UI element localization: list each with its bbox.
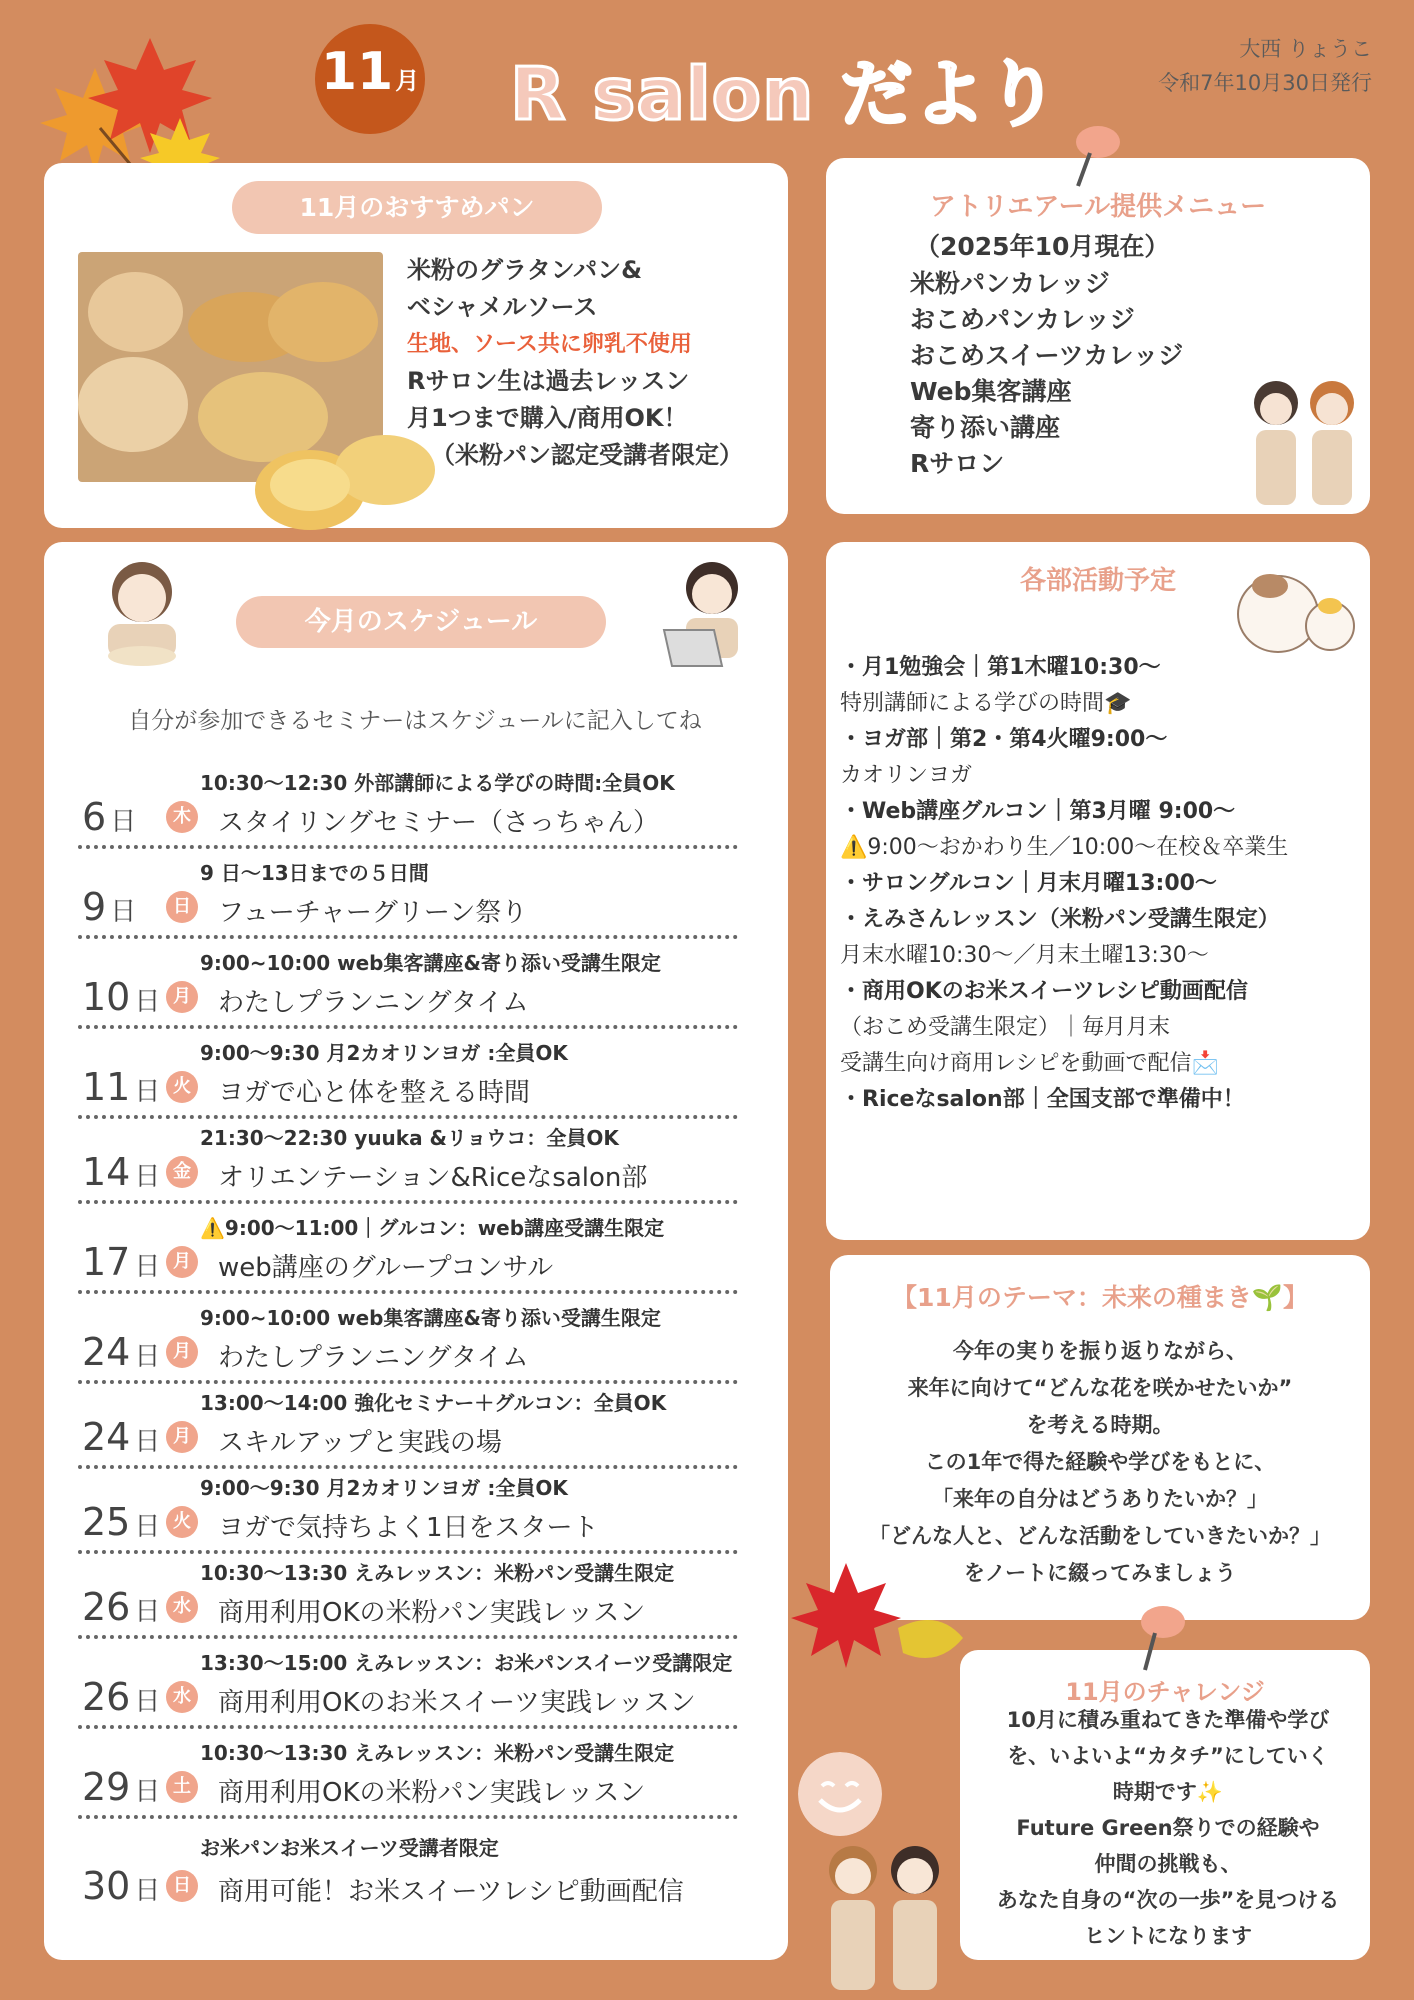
- challenge-line: 10月に積み重ねてきた準備や学び: [1006, 1708, 1330, 1732]
- menu-subheading: （2025年10月現在）: [915, 232, 1170, 261]
- recommend-line: ベシャメルソース: [407, 293, 598, 321]
- schedule-day: 14 日: [82, 1150, 161, 1194]
- schedule-time: 13:00～14:00 強化セミナー＋グルコン：全員OK: [200, 1391, 667, 1415]
- schedule-row: [78, 1555, 738, 1639]
- schedule-time: 10:30～12:30 外部講師による学びの時間:全員OK: [200, 771, 675, 795]
- schedule-time: 9:00～9:30 月2カオリンヨガ :全員OK: [200, 1476, 568, 1500]
- author-block: [1158, 32, 1372, 100]
- newsletter-title: R salon だより: [510, 52, 1060, 136]
- rice-mascot-illustration: [1230, 562, 1360, 662]
- schedule-event: わたしプランニングタイム: [218, 1343, 529, 1373]
- theme-line: を考える時期。: [1026, 1413, 1174, 1437]
- activity-line: カオリンヨガ: [840, 763, 973, 788]
- schedule-weekday-badge: 月: [166, 981, 198, 1013]
- recommend-heading: 11月のおすすめパン: [232, 181, 602, 234]
- schedule-day: 17 日: [82, 1240, 161, 1284]
- schedule-day: 26 日: [82, 1675, 161, 1719]
- schedule-weekday-badge: 水: [166, 1591, 198, 1623]
- schedule-time: 21:30～22:30 yuuka &リョウコ：全員OK: [200, 1126, 619, 1150]
- schedule-weekday-badge: 土: [166, 1771, 198, 1803]
- schedule-weekday-badge: 金: [166, 1156, 198, 1188]
- month-number: 11: [320, 42, 394, 102]
- menu-item: 寄り添い講座: [910, 413, 1061, 442]
- schedule-event: web講座のグループコンサル: [218, 1253, 554, 1283]
- schedule-day: 24 日: [82, 1330, 161, 1374]
- schedule-time: 9:00~10:00 web集客講座&寄り添い受講生限定: [200, 951, 661, 975]
- schedule-row: [78, 1210, 738, 1294]
- challenge-line: あなた自身の“次の一歩”を見つける: [996, 1888, 1340, 1912]
- theme-line: 今年の実りを振り返りながら、: [953, 1339, 1247, 1363]
- schedule-event: 商用可能！お米スイーツレシピ動画配信: [218, 1877, 684, 1907]
- schedule-weekday-badge: 木: [166, 801, 198, 833]
- schedule-weekday-badge: 日: [166, 1870, 198, 1902]
- schedule-weekday-badge: 日: [166, 891, 198, 923]
- two-women-illustration: [1240, 375, 1370, 515]
- schedule-time: 9 日～13日までの５日間: [200, 861, 429, 885]
- challenge-line: ヒントになります: [1084, 1924, 1252, 1948]
- schedule-day: 24 日: [82, 1415, 161, 1459]
- activity-line: ・商用OKのお米スイーツレシピ動画配信: [840, 979, 1248, 1004]
- theme-line: 来年に向けて“どんな花を咲かせたいか”: [907, 1376, 1293, 1400]
- schedule-weekday-badge: 水: [166, 1681, 198, 1713]
- schedule-row: [78, 1735, 738, 1819]
- activity-line: ・えみさんレッスン（米粉パン受講生限定）: [840, 907, 1280, 932]
- schedule-row: [78, 1120, 738, 1204]
- schedule-day: 9 日: [82, 885, 137, 929]
- recommend-line: 米粉のグラタンパン&: [407, 256, 643, 284]
- schedule-row: [78, 765, 738, 849]
- activities-list: [840, 650, 1380, 1118]
- pushpin-icon: [1125, 1598, 1195, 1678]
- schedule-row: [78, 1830, 738, 1914]
- activity-line: ⚠️9:00～おかわり生／10:00～在校＆卒業生: [840, 835, 1289, 860]
- activities-heading: 各部活動予定: [1019, 566, 1176, 596]
- schedule-event: ヨガで心と体を整える時間: [218, 1078, 531, 1108]
- challenge-line: Future Green祭りでの経験や: [1016, 1816, 1320, 1840]
- schedule-note: 自分が参加できるセミナーはスケジュールに記入してね: [128, 708, 702, 734]
- menu-item: Web集客講座: [910, 377, 1072, 406]
- schedule-row: [78, 1300, 738, 1384]
- smiley-icon: [798, 1752, 882, 1836]
- theme-body: [830, 1333, 1370, 1592]
- schedule-day: 29 日: [82, 1765, 161, 1809]
- pushpin-icon: [1060, 118, 1130, 193]
- schedule-row: [78, 1385, 738, 1469]
- schedule-day: 26 日: [82, 1585, 161, 1629]
- recommend-highlight: 生地、ソース共に卵乳不使用: [407, 332, 692, 357]
- theme-line: この1年で得た経験や学びをもとに、: [924, 1450, 1276, 1474]
- activity-line: ・サロングルコン｜月末月曜13:00～: [840, 871, 1217, 896]
- menu-list: [910, 266, 1183, 482]
- menu-heading: アトリエアール提供メニュー: [929, 192, 1267, 222]
- challenge-body: [968, 1702, 1368, 1954]
- schedule-event: 商用利用OKのお米スイーツ実践レッスン: [218, 1688, 696, 1718]
- issue-date: 令和7年10月30日発行: [1158, 71, 1372, 95]
- schedule-time: ⚠️9:00～11:00｜グルコン：web講座受講生限定: [200, 1216, 665, 1240]
- schedule-day: 11 日: [82, 1065, 161, 1109]
- challenge-heading: 11月のチャレンジ: [1065, 1678, 1265, 1706]
- schedule-weekday-badge: 火: [166, 1506, 198, 1538]
- schedule-time: 10:30～13:30 えみレッスン：米粉パン受講生限定: [200, 1561, 675, 1585]
- schedule-day: 30 日: [82, 1864, 161, 1908]
- schedule-weekday-badge: 月: [166, 1336, 198, 1368]
- month-unit: 月: [395, 67, 420, 95]
- schedule-weekday-badge: 月: [166, 1421, 198, 1453]
- schedule-event: ヨガで気持ちよく1日をスタート: [218, 1513, 599, 1543]
- schedule-day: 25 日: [82, 1500, 161, 1544]
- recommend-text: [407, 252, 743, 474]
- woman-laptop-illustration: [660, 556, 760, 674]
- schedule-event: 商用利用OKの米粉パン実践レッスン: [218, 1598, 646, 1628]
- schedule-time: お米パンお米スイーツ受講者限定: [200, 1836, 499, 1860]
- schedule-heading: 今月のスケジュール: [236, 596, 606, 648]
- menu-item: 米粉パンカレッジ: [910, 269, 1110, 298]
- schedule-time: 13:30～15:00 えみレッスン：お米パンスイーツ受講限定: [200, 1651, 733, 1675]
- activity-line: ・Riceなsalon部｜全国支部で準備中！: [840, 1087, 1245, 1112]
- schedule-row: [78, 945, 738, 1029]
- schedule-time: 10:30～13:30 えみレッスン：米粉パン受講生限定: [200, 1741, 675, 1765]
- author-name: 大西 りょうこ: [1239, 37, 1372, 61]
- schedule-weekday-badge: 月: [166, 1246, 198, 1278]
- schedule-day: 10 日: [82, 975, 161, 1019]
- schedule-event: スキルアップと実践の場: [218, 1428, 502, 1458]
- challenge-line: を、いよいよ“カタチ”にしていく: [1007, 1744, 1329, 1768]
- autumn-leaves-illustration: [788, 1558, 978, 1688]
- schedule-time: 9:00~10:00 web集客講座&寄り添い受講生限定: [200, 1306, 661, 1330]
- menu-item: Rサロン: [910, 449, 1005, 478]
- schedule-day: 6 日: [82, 795, 137, 839]
- recommend-note: 月1つまで購入/商用OK！: [407, 404, 688, 432]
- activity-line: ・Web講座グルコン｜第3月曜 9:00～: [840, 799, 1236, 824]
- activity-line: 受講生向け商用レシピを動画で配信📩: [840, 1051, 1219, 1076]
- theme-line: 「来年の自分はどうありたいか？」: [932, 1487, 1268, 1511]
- theme-line: をノートに綴ってみましょう: [963, 1561, 1237, 1585]
- activity-line: ・ヨガ部｜第2・第4火曜9:00～: [840, 727, 1168, 752]
- menu-item: おこめスイーツカレッジ: [910, 341, 1184, 370]
- menu-item: おこめパンカレッジ: [910, 305, 1135, 334]
- activity-line: 月末水曜10:30～／月末土曜13:30～: [840, 943, 1209, 968]
- schedule-event: フューチャーグリーン祭り: [218, 898, 528, 928]
- month-badge: [315, 24, 425, 134]
- recommend-note: Rサロン生は過去レッスン: [407, 367, 690, 395]
- theme-heading: 【11月のテーマ：未来の種まき🌱】: [892, 1283, 1308, 1312]
- challenge-line: 仲間の挑戦も、: [1094, 1852, 1242, 1876]
- schedule-row: [78, 1035, 738, 1119]
- schedule-row: [78, 855, 738, 939]
- recommend-note: （米粉パン認定受講者限定）: [431, 441, 743, 469]
- activity-line: 特別講師による学びの時間🎓: [840, 691, 1132, 716]
- baker-kneading-illustration: [84, 552, 199, 670]
- schedule-event: わたしプランニングタイム: [218, 988, 529, 1018]
- schedule-event: オリエンテーション&Riceなsalon部: [218, 1163, 648, 1193]
- theme-line: 「どんな人と、どんな活動をしていきたいか？」: [869, 1524, 1331, 1548]
- activity-line: （おこめ受講生限定）｜毎月月末: [840, 1015, 1171, 1040]
- challenge-line: 時期です✨: [1112, 1780, 1224, 1804]
- activity-line: ・月1勉強会｜第1木曜10:30～: [840, 655, 1161, 680]
- schedule-time: 9:00～9:30 月2カオリンヨガ :全員OK: [200, 1041, 568, 1065]
- schedule-row: [78, 1645, 738, 1729]
- waving-women-illustration: [815, 1840, 955, 1998]
- schedule-row: [78, 1470, 738, 1554]
- schedule-weekday-badge: 火: [166, 1071, 198, 1103]
- schedule-event: 商用利用OKの米粉パン実践レッスン: [218, 1778, 646, 1808]
- schedule-event: スタイリングセミナー（さっちゃん）: [218, 808, 659, 838]
